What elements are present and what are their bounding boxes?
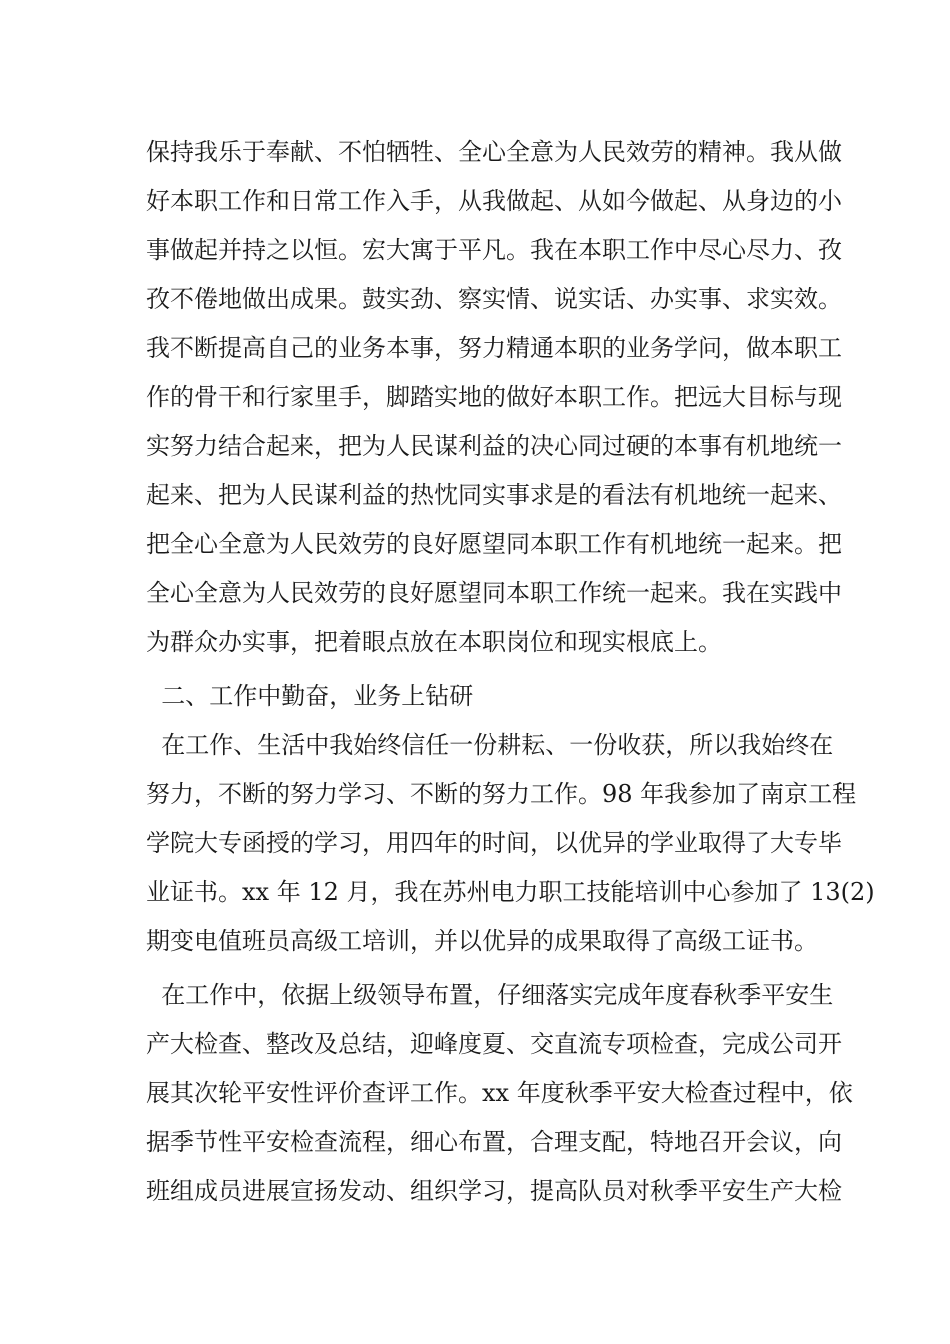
section-heading: 二、工作中勤奋，业务上钻研 [146,682,474,710]
text-line: 在工作、生活中我始终信任一份耕耘、一份收获，所以我始终在 [146,731,834,759]
text-line: 事做起并持之以恒。宏大寓于平凡。我在本职工作中尽心尽力、孜 [146,236,842,264]
text-line: 孜不倦地做出成果。鼓实劲、察实情、说实话、办实事、求实效。 [146,285,842,313]
text-line: 努力，不断的努力学习、不断的努力工作。98 年我参加了南京工程 [146,780,857,808]
text-line: 班组成员进展宣扬发动、组织学习，提高队员对秋季平安生产大检 [146,1177,842,1205]
text-line: 起来、把为人民谋利益的热忱同实事求是的看法有机地统一起来、 [146,481,842,509]
text-line: 在工作中，依据上级领导布置，仔细落实完成年度春秋季平安生 [146,981,834,1009]
text-line: 把全心全意为人民效劳的良好愿望同本职工作有机地统一起来。把 [146,530,842,558]
text-line: 学院大专函授的学习，用四年的时间，以优异的学业取得了大专毕 [146,829,842,857]
text-line: 产大检查、整改及总结，迎峰度夏、交直流专项检查，完成公司开 [146,1030,842,1058]
text-line: 实努力结合起来，把为人民谋利益的决心同过硬的本事有机地统一 [146,432,842,460]
text-line: 好本职工作和日常工作入手，从我做起、从如今做起、从身边的小 [146,187,842,215]
text-line: 全心全意为人民效劳的良好愿望同本职工作统一起来。我在实践中 [146,579,842,607]
text-line: 作的骨干和行家里手，脚踏实地的做好本职工作。把远大目标与现 [146,383,842,411]
text-line: 为群众办实事，把着眼点放在本职岗位和现实根底上。 [146,628,722,656]
text-line: 我不断提高自己的业务本事，努力精通本职的业务学问，做本职工 [146,334,842,362]
text-line: 保持我乐于奉献、不怕牺牲、全心全意为人民效劳的精神。我从做 [146,138,842,166]
text-line: 展其次轮平安性评价查评工作。xx 年度秋季平安大检查过程中，依 [146,1079,853,1107]
text-line: 期变电值班员高级工培训，并以优异的成果取得了高级工证书。 [146,927,818,955]
text-line: 据季节性平安检查流程，细心布置，合理支配，特地召开会议，向 [146,1128,842,1156]
text-line: 业证书。xx 年 12 月，我在苏州电力职工技能培训中心参加了 13(2) [146,878,875,906]
